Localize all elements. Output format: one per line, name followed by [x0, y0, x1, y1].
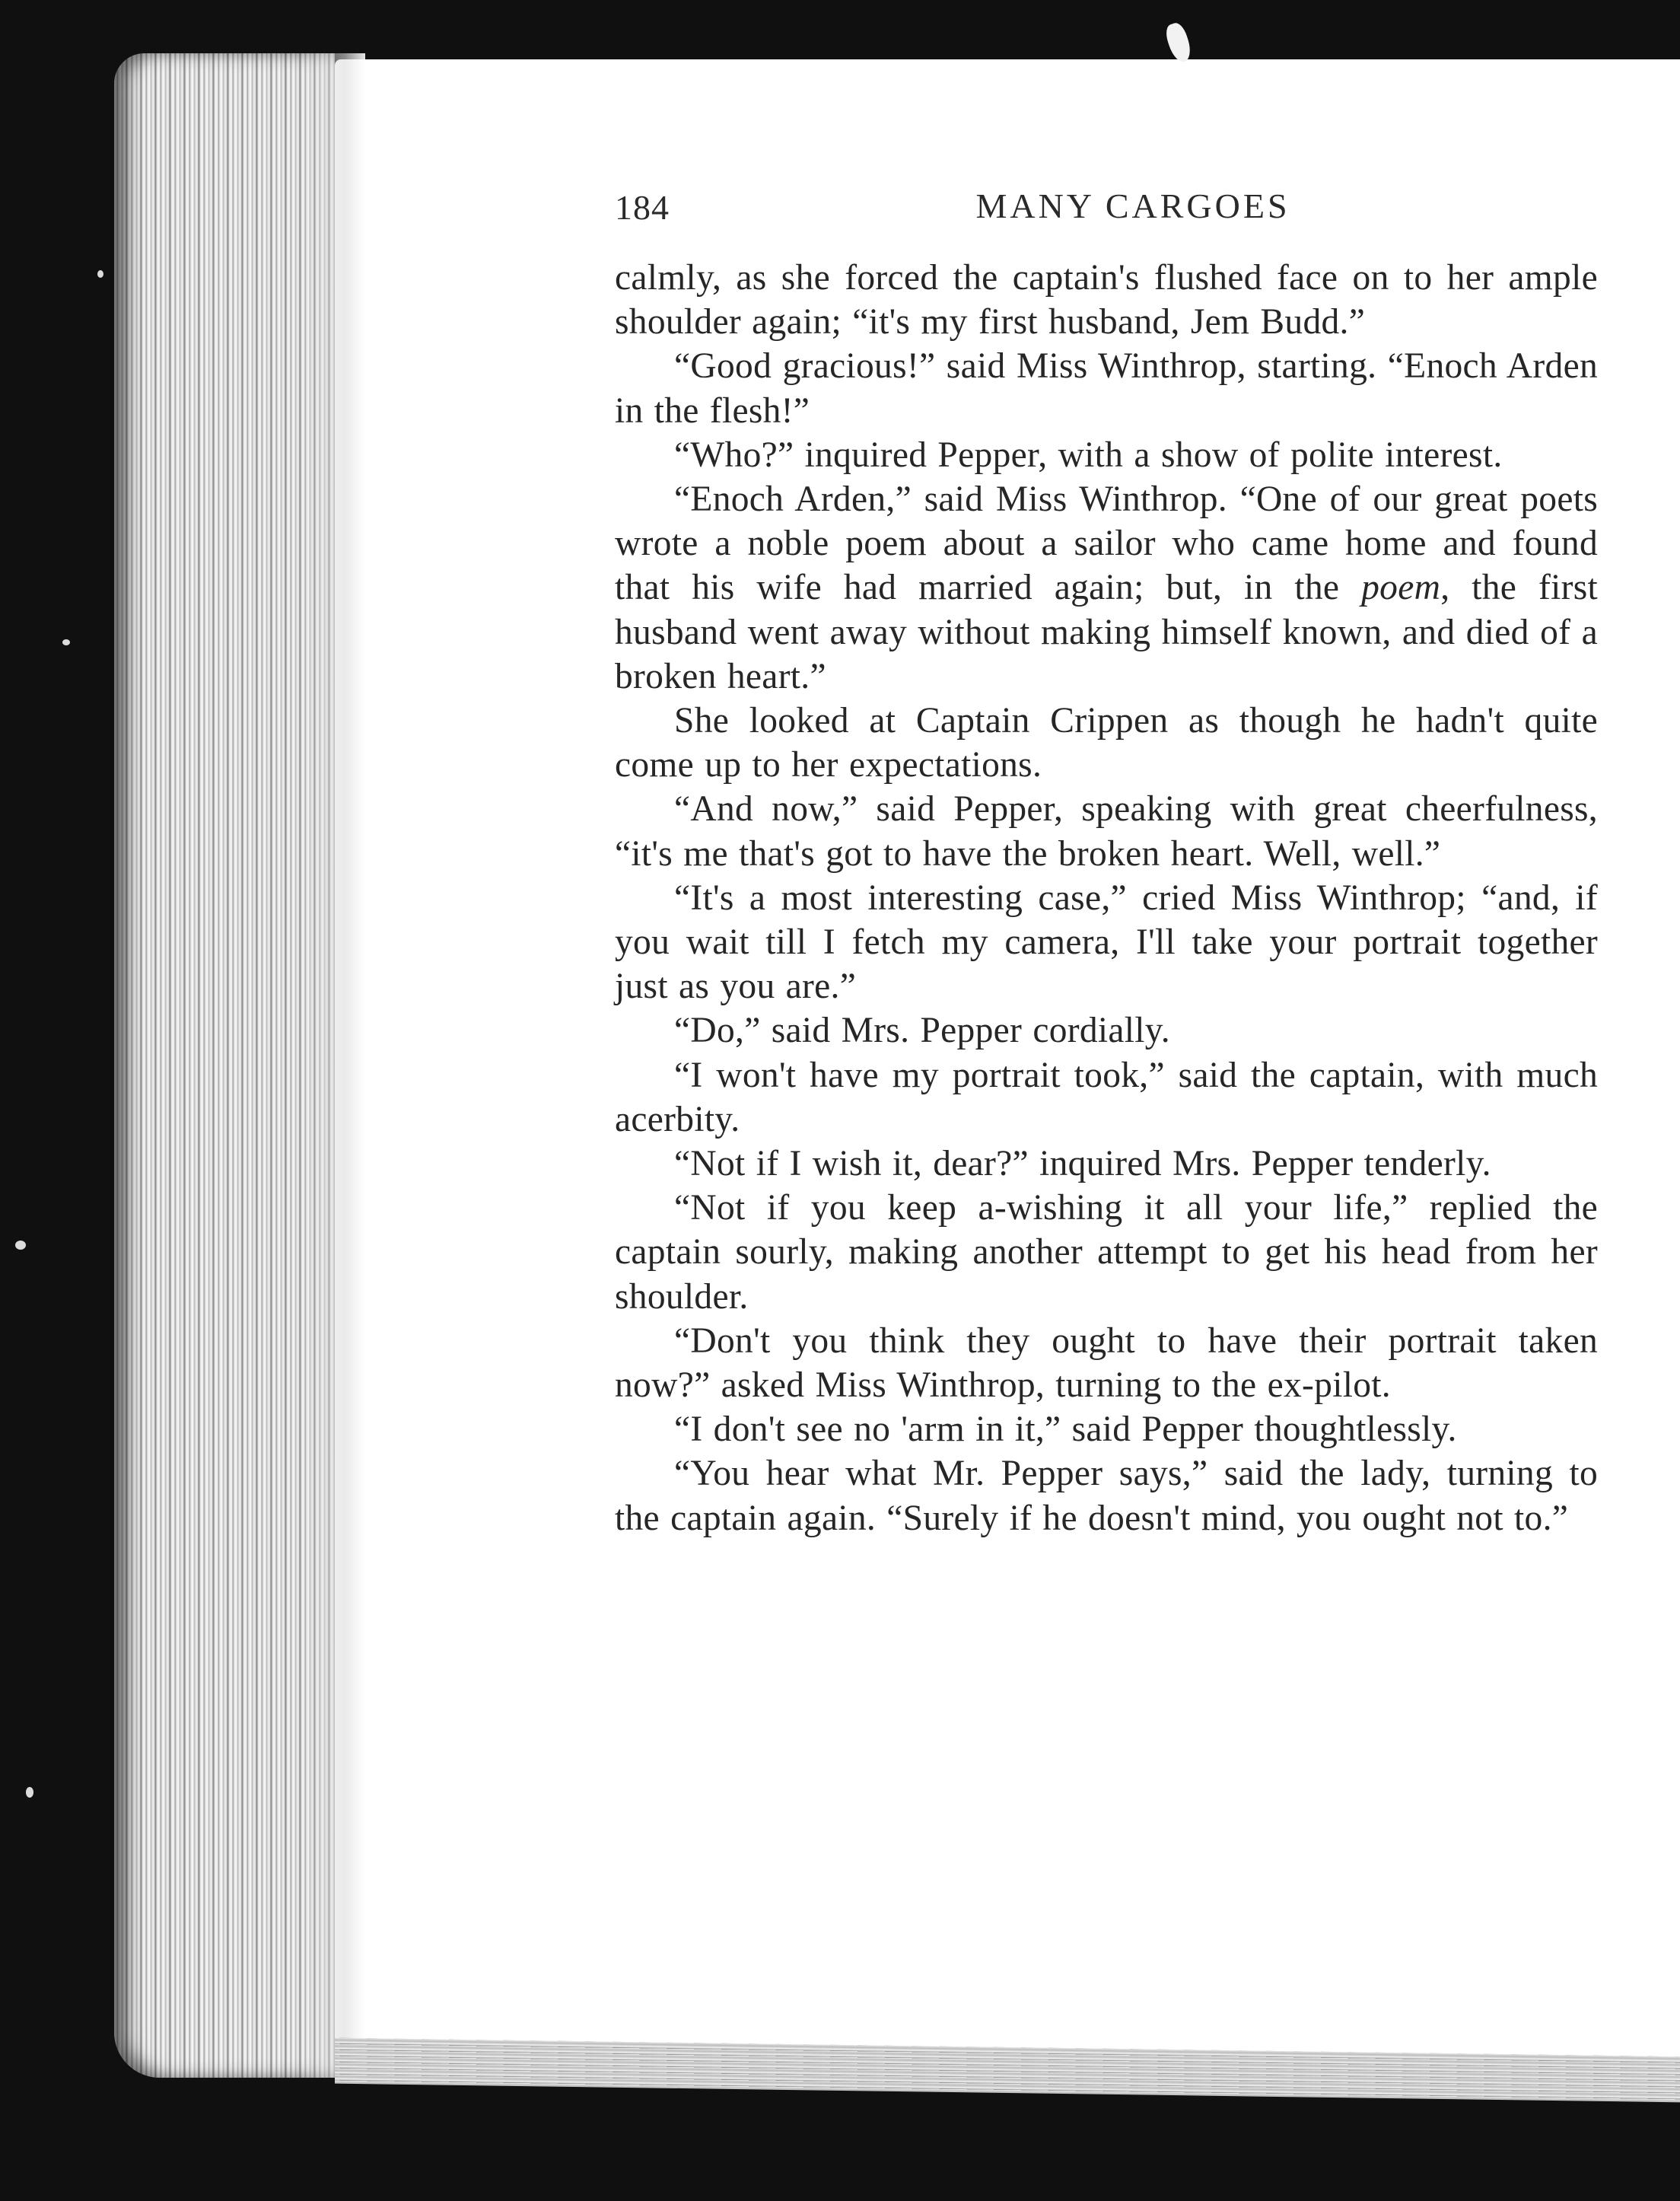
paragraph: She looked at Captain Crippen as though he hadn't quite come up to her expectations.: [615, 701, 1598, 785]
running-head: MANY CARGOES: [975, 186, 1290, 225]
paragraph: “Who?” inquired Pepper, with a show of polite interest.: [674, 435, 1503, 475]
paragraph: “I don't see no 'arm in it,” said Pepper thoughtlessly.: [674, 1409, 1457, 1450]
body-text: [615, 256, 1598, 1540]
gutter-shadow: [297, 53, 365, 2078]
paragraph: “And now,” said Pepper, speaking with great cheerfulness, “it's me that's got to have the broken heart. Well, well.”: [615, 789, 1598, 874]
dust-speck: [15, 1241, 26, 1250]
paragraph: “Not if you keep a-wishing it all your life,” replied the captain sourly, making another attempt to get his head from her shoulder.: [615, 1188, 1598, 1317]
dust-speck: [62, 639, 70, 645]
paragraph: “Do,” said Mrs. Pepper cordially.: [674, 1011, 1170, 1051]
page-tab-mark: [1163, 21, 1195, 64]
paragraph: “Don't you think they ought to have their portrait taken now?” asked Miss Winthrop, turning to the ex-pilot.: [615, 1320, 1598, 1406]
paragraph: calmly, as she forced the captain's flushed face on to her ample shoulder again; “it's my first husband, Jem Budd.”: [615, 258, 1598, 342]
dust-speck: [26, 1787, 33, 1798]
italic-word: poem: [1361, 568, 1441, 608]
paragraph: “I won't have my portrait took,” said the captain, with much acerbity.: [615, 1055, 1598, 1139]
dust-speck: [97, 270, 103, 278]
paragraph: “Not if I wish it, dear?” inquired Mrs. Pepper tenderly.: [674, 1144, 1491, 1184]
paragraph-with-italic: [615, 477, 1598, 699]
page-number: 184: [615, 188, 670, 227]
paragraph: “Good gracious!” said Miss Winthrop, starting. “Enoch Arden in the flesh!”: [615, 346, 1598, 431]
paragraph-text: , the first husband went away without making himself known, and died of a broken heart.”: [615, 568, 1598, 696]
paragraph: “It's a most interesting case,” cried Miss Winthrop; “and, if you wait till I fetch my camera, I'll take your portrait together just as you are.”: [615, 878, 1598, 1007]
page-header: [615, 181, 1598, 234]
paragraph: “You hear what Mr. Pepper says,” said the lady, turning to the captain again. “Surely if he doesn't mind, you ought not to.”: [615, 1454, 1598, 1538]
paragraph-text: “Enoch Arden,” said Miss Winthrop. “One of our great poets wrote a noble poem about a sailor who came home and found that his wife had married again; but, in the: [615, 479, 1598, 608]
